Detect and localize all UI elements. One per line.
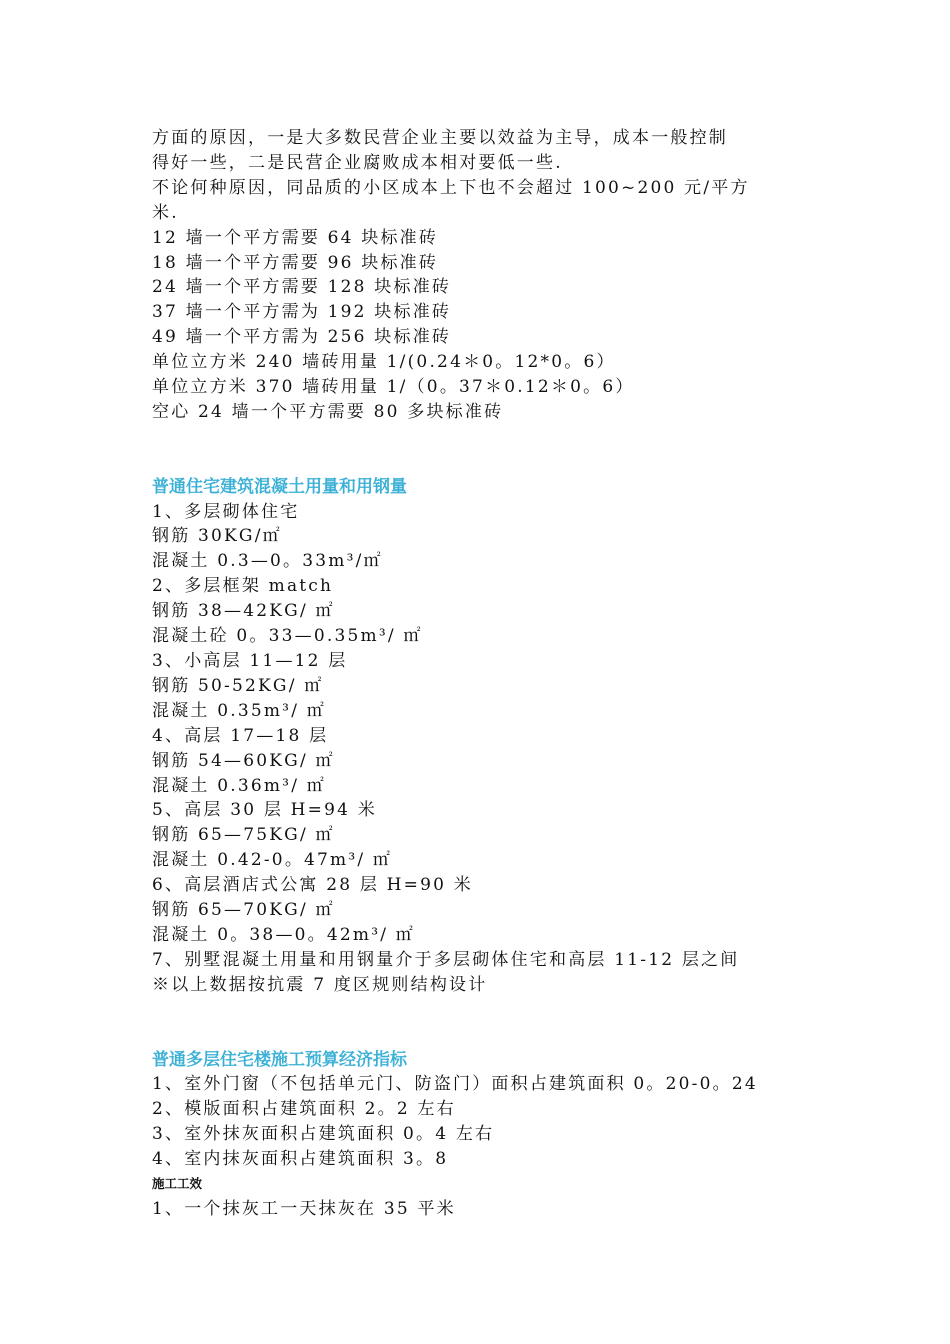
intro-line: 米. [152,202,179,223]
brick-line: 单位立方米 240 墙砖用量 1/(0.24＊0。12*0。6） [152,352,616,373]
brick-line: 18 墙一个平方需要 96 块标准砖 [152,252,439,273]
brick-line: 37 墙一个平方需为 192 块标准砖 [152,302,452,323]
subheading: 施工工效 [152,1176,203,1192]
brick-line: 空心 24 墙一个平方需要 80 多块标准砖 [152,401,504,422]
section-line: 3、室外抹灰面积占建筑面积 0。4 左右 [152,1124,495,1145]
section-line: 钢筋 54—60KG/ ㎡ [152,750,335,771]
section-line: 5、高层 30 层 H=94 米 [152,800,377,821]
section-line: 钢筋 50-52KG/ ㎡ [152,675,324,696]
section-line: 2、多层框架 match [152,576,334,597]
section-line: 6、高层酒店式公寓 28 层 H=90 米 [152,875,473,896]
section-line: 1、室外门窗（不包括单元门、防盗门）面积占建筑面积 0。20-0。24 [152,1074,758,1095]
section-line: 混凝土 0.36m³/ ㎡ [152,775,326,796]
brick-line: 49 墙一个平方需为 256 块标准砖 [152,327,452,348]
section-line: 混凝土 0.42-0。47m³/ ㎡ [152,850,393,871]
brick-line: 单位立方米 370 墙砖用量 1/（0。37＊0.12＊0。6） [152,377,635,398]
intro-line: 方面的原因，一是大多数民营企业主要以效益为主导，成本一般控制 [152,128,728,148]
section-line: 钢筋 65—70KG/ ㎡ [152,900,335,921]
section-line: ※以上数据按抗震 7 度区规则结构设计 [152,974,488,995]
section-line: 1、一个抹灰工一天抹灰在 35 平米 [152,1198,456,1219]
section-line: 3、小高层 11—12 层 [152,651,348,672]
section-line: 4、高层 17—18 层 [152,725,329,746]
section-line: 4、室内抹灰面积占建筑面积 3。8 [152,1149,449,1170]
section-heading: 普通住宅建筑混凝土用量和用钢量 [152,476,407,497]
spacer [152,998,812,1048]
section-line: 钢筋 30KG/㎡ [152,526,282,547]
section-line: 混凝土 0。38—0。42m³/ ㎡ [152,924,415,945]
section-line: 混凝土 0.3—0。33m³/㎡ [152,551,383,572]
section-line: 7、别墅混凝土用量和用钢量介于多层砌体住宅和高层 11-12 层之间 [152,949,740,970]
section-line: 钢筋 38—42KG/ ㎡ [152,601,335,622]
section-line: 钢筋 65—75KG/ ㎡ [152,825,335,846]
spacer [152,425,812,475]
intro-line: 得好一些，二是民营企业腐败成本相对要低一些. [152,152,563,173]
section-heading: 普通多层住宅楼施工预算经济指标 [152,1049,407,1070]
section-line: 混凝土砼 0。33—0.35m³/ ㎡ [152,626,423,647]
section-line: 2、模版面积占建筑面积 2。2 左右 [152,1099,456,1120]
intro-line: 不论何种原因，同品质的小区成本上下也不会超过 100~200 元/平方 [152,177,750,198]
section-line: 1、多层砌体住宅 [152,501,300,522]
section-line: 混凝土 0.35m³/ ㎡ [152,700,326,721]
brick-line: 12 墙一个平方需要 64 块标准砖 [152,227,439,248]
brick-line: 24 墙一个平方需要 128 块标准砖 [152,277,452,298]
document-page [152,126,812,1222]
